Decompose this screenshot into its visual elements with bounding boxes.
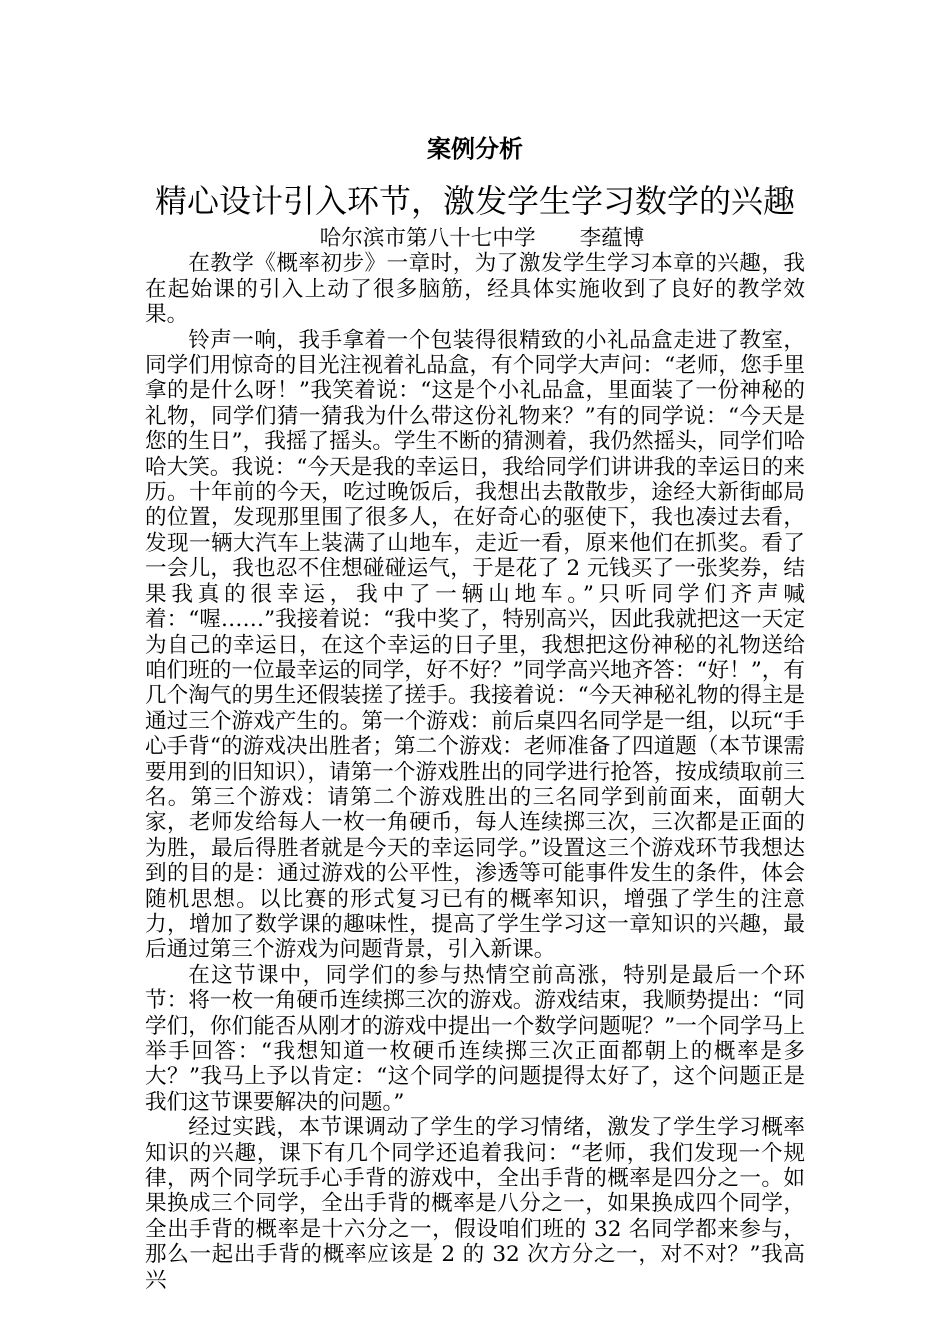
author-name: 李蕴博 bbox=[579, 226, 645, 251]
section-heading: 案例分析 bbox=[427, 135, 523, 163]
article-title: 精心设计引入环节，激发学生学习数学的兴趣 bbox=[154, 182, 795, 220]
author-school: 哈尔滨市第八十七中学 bbox=[319, 226, 536, 251]
author-line bbox=[145, 226, 805, 251]
paragraph-1: 在教学《概率初步》一章时，为了激发学生学习本章的兴趣，我在起始课的引入上动了很多脑筋，经具体实施收到了良好的教学效果。 bbox=[145, 251, 805, 328]
paragraph-2: 铃声一响，我手拿着一个包装得很精致的小礼品盒走进了教室，同学们用惊奇的目光注视着礼品盒，有个同学大声问：“老师，您手里拿的是什么呀！”我笑着说：“这是个小礼品盒，里面装了一份神秘的礼物，同学们猜一猜我为什么带这份礼物来？”有的同学说：“今天是您的生日”，我摇了摇头。学生不断的猜测着，我仍然摇头，同学们哈哈大笑。我说：“今天是我的幸运日，我给同学们讲讲我的幸运日的来历。十年前的今天，吃过晚饭后，我想出去散散步，途经大新街邮局的位置，发现那里围了很多人，在好奇心的驱使下，我也凑过去看，发现一辆大汽车上装满了山地车，走近一看，原来他们在抓奖。看了一会儿，我也忍不住想碰碰运气，于是花了 2 元钱买了一张奖券，结果我真的很幸运，我中了一辆山地车。”只听同学们齐声喊着：“喔……”我接着说：“我中奖了，特别高兴，因此我就把这一天定为自己的幸运日，在这个幸运的日子里，我想把这份神秘的礼物送给咱们班的一位最幸运的同学，好不好？”同学高兴地齐答：“好！”，有几个淘气的男生还假装搓了搓手。我接着说：“今天神秘礼物的得主是通过三个游戏产生的。第一个游戏：前后桌四名同学是一组，以玩“手心手背“的游戏决出胜者；第二个游戏：老师准备了四道题（本节课需要用到的旧知识），请第一个游戏胜出的同学进行抢答，按成绩取前三名。第三个游戏：请第二个游戏胜出的三名同学到前面来，面朝大家，老师发给每人一枚一角硬币，每人连续掷三次，三次都是正面的为胜，最后得胜者就是今天的幸运同学。”设置这三个游戏环节我想达到的目的是：通过游戏的公平性，渗透等可能事件发生的条件，体会随机思想。以比赛的形式复习已有的概率知识，增强了学生的注意力，增加了数学课的趣味性，提高了学生学习这一章知识的兴趣，最后通过第三个游戏为问题背景，引入新课。 bbox=[145, 327, 805, 963]
paragraph-3: 在这节课中，同学们的参与热情空前高涨，特别是最后一个环节：将一枚一角硬币连续掷三次的游戏。游戏结束，我顺势提出：“同学们，你们能否从刚才的游戏中提出一个数学问题呢？”一个同学马上举手回答：“我想知道一枚硬币连续掷三次正面都朝上的概率是多大？”我马上予以肯定：“这个同学的问题提得太好了，这个问题正是我们这节课要解决的问题。” bbox=[145, 962, 805, 1115]
paragraph-4: 经过实践，本节课调动了学生的学习情绪，激发了学生学习概率知识的兴趣，课下有几个同学还追着我问：“老师，我们发现一个规律，两个同学玩手心手背的游戏中，全出手背的概率是四分之一。如果换成三个同学，全出手背的概率是八分之一，如果换成四个同学，全出手背的概率是十六分之一，假设咱们班的 32 名同学都来参与，那么一起出手背的概率应该是 2 的 32 次方分之一，对不对？”我高兴 bbox=[145, 1115, 805, 1293]
article-body bbox=[145, 226, 805, 1293]
